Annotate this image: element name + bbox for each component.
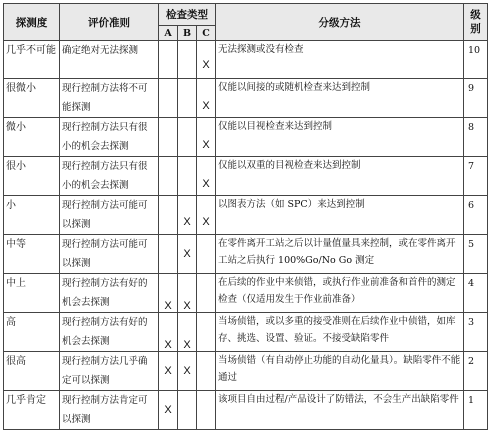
mark-b: X — [178, 274, 197, 313]
table-row — [4, 274, 488, 313]
mark-b: X — [178, 235, 197, 274]
mark-b — [178, 391, 197, 430]
mark-b — [178, 79, 197, 118]
detection-cell: 几乎肯定 — [4, 391, 60, 430]
detection-cell: 很高 — [4, 352, 60, 391]
mark-a — [159, 41, 178, 79]
detection-cell: 中上 — [4, 274, 60, 313]
grade-cell: 5 — [464, 235, 488, 274]
method-cell: 当场侦错，或以多重的接受准则在后续作业中侦错，如库存、挑选、设置、验证。不接受缺陷零件 — [216, 313, 464, 352]
criteria-cell: 现行控制方法有好的机会去探测 — [60, 313, 159, 352]
header-type-b: B — [178, 26, 197, 41]
table-row — [4, 157, 488, 196]
mark-c — [197, 352, 216, 391]
detection-cell: 小 — [4, 196, 60, 235]
mark-c — [197, 313, 216, 352]
criteria-cell: 现行控制方法几乎确定可以探测 — [60, 352, 159, 391]
mark-c: X — [197, 157, 216, 196]
method-cell: 该项目自由过程/产品设计了防错法，不会生产出缺陷零件 — [216, 391, 464, 430]
mark-a: X — [159, 313, 178, 352]
header-method: 分级方法 — [216, 4, 464, 41]
detection-cell: 几乎不可能 — [4, 41, 60, 79]
grade-cell: 8 — [464, 118, 488, 157]
grade-cell: 7 — [464, 157, 488, 196]
mark-b: X — [178, 313, 197, 352]
mark-b: X — [178, 352, 197, 391]
method-cell: 在零件离开工站之后以计量值量具来控制，或在零件离开工站之后执行 100%Go/No Go 测定 — [216, 235, 464, 274]
method-cell: 仅能以间接的或随机检查来达到控制 — [216, 79, 464, 118]
mark-a — [159, 157, 178, 196]
mark-c: X — [197, 79, 216, 118]
table-row — [4, 41, 488, 79]
method-cell: 当场侦错（有自动停止功能的自动化量具）。缺陷零件不能通过 — [216, 352, 464, 391]
detection-cell: 微小 — [4, 118, 60, 157]
criteria-cell: 确定绝对无法探测 — [60, 41, 159, 79]
table-row — [4, 79, 488, 118]
mark-a: X — [159, 352, 178, 391]
criteria-cell: 现行控制方法只有很小的机会去探测 — [60, 157, 159, 196]
header-type-a: A — [159, 26, 178, 41]
header-grade: 级别 — [464, 4, 488, 41]
header-inspection-type: 检查类型 — [159, 4, 216, 26]
method-cell: 无法探测或没有检查 — [216, 41, 464, 79]
detection-cell: 中等 — [4, 235, 60, 274]
method-cell: 仅能以双重的目视检查来达到控制 — [216, 157, 464, 196]
mark-a — [159, 196, 178, 235]
table-row — [4, 196, 488, 235]
mark-a: X — [159, 391, 178, 430]
mark-c — [197, 274, 216, 313]
grade-cell: 2 — [464, 352, 488, 391]
table-row — [4, 352, 488, 391]
table-row — [4, 235, 488, 274]
fmea-detection-table — [3, 3, 488, 430]
detection-cell: 高 — [4, 313, 60, 352]
table-row — [4, 313, 488, 352]
header-type-c: C — [197, 26, 216, 41]
criteria-cell: 现行控制方法可能可以探测 — [60, 196, 159, 235]
mark-c: X — [197, 118, 216, 157]
table-row — [4, 391, 488, 430]
method-cell: 仅能以目视检查来达到控制 — [216, 118, 464, 157]
detection-cell: 很小 — [4, 157, 60, 196]
criteria-cell: 现行控制方法肯定可以探测 — [60, 391, 159, 430]
mark-c: X — [197, 196, 216, 235]
grade-cell: 3 — [464, 313, 488, 352]
mark-b — [178, 41, 197, 79]
fmea-detection-table-container — [3, 3, 488, 430]
criteria-cell: 现行控制方法有好的机会去探测 — [60, 274, 159, 313]
mark-b — [178, 157, 197, 196]
grade-cell: 6 — [464, 196, 488, 235]
method-cell: 在后续的作业中来侦错，或执行作业前准备和首件的测定检查（仅适用发生于作业前准备） — [216, 274, 464, 313]
mark-a — [159, 235, 178, 274]
detection-cell: 很微小 — [4, 79, 60, 118]
method-cell: 以图表方法（如 SPC）来达到控制 — [216, 196, 464, 235]
mark-c: X — [197, 41, 216, 79]
grade-cell: 4 — [464, 274, 488, 313]
mark-a — [159, 79, 178, 118]
criteria-cell: 现行控制方法可能可以探测 — [60, 235, 159, 274]
mark-c — [197, 235, 216, 274]
header-detection: 探测度 — [4, 4, 60, 41]
mark-b — [178, 118, 197, 157]
grade-cell: 1 — [464, 391, 488, 430]
mark-b: X — [178, 196, 197, 235]
mark-a — [159, 118, 178, 157]
criteria-cell: 现行控制方法将不可能探测 — [60, 79, 159, 118]
mark-c — [197, 391, 216, 430]
header-criteria: 评价准则 — [60, 4, 159, 41]
grade-cell: 9 — [464, 79, 488, 118]
criteria-cell: 现行控制方法只有很小的机会去探测 — [60, 118, 159, 157]
table-row — [4, 118, 488, 157]
mark-a: X — [159, 274, 178, 313]
grade-cell: 10 — [464, 41, 488, 79]
